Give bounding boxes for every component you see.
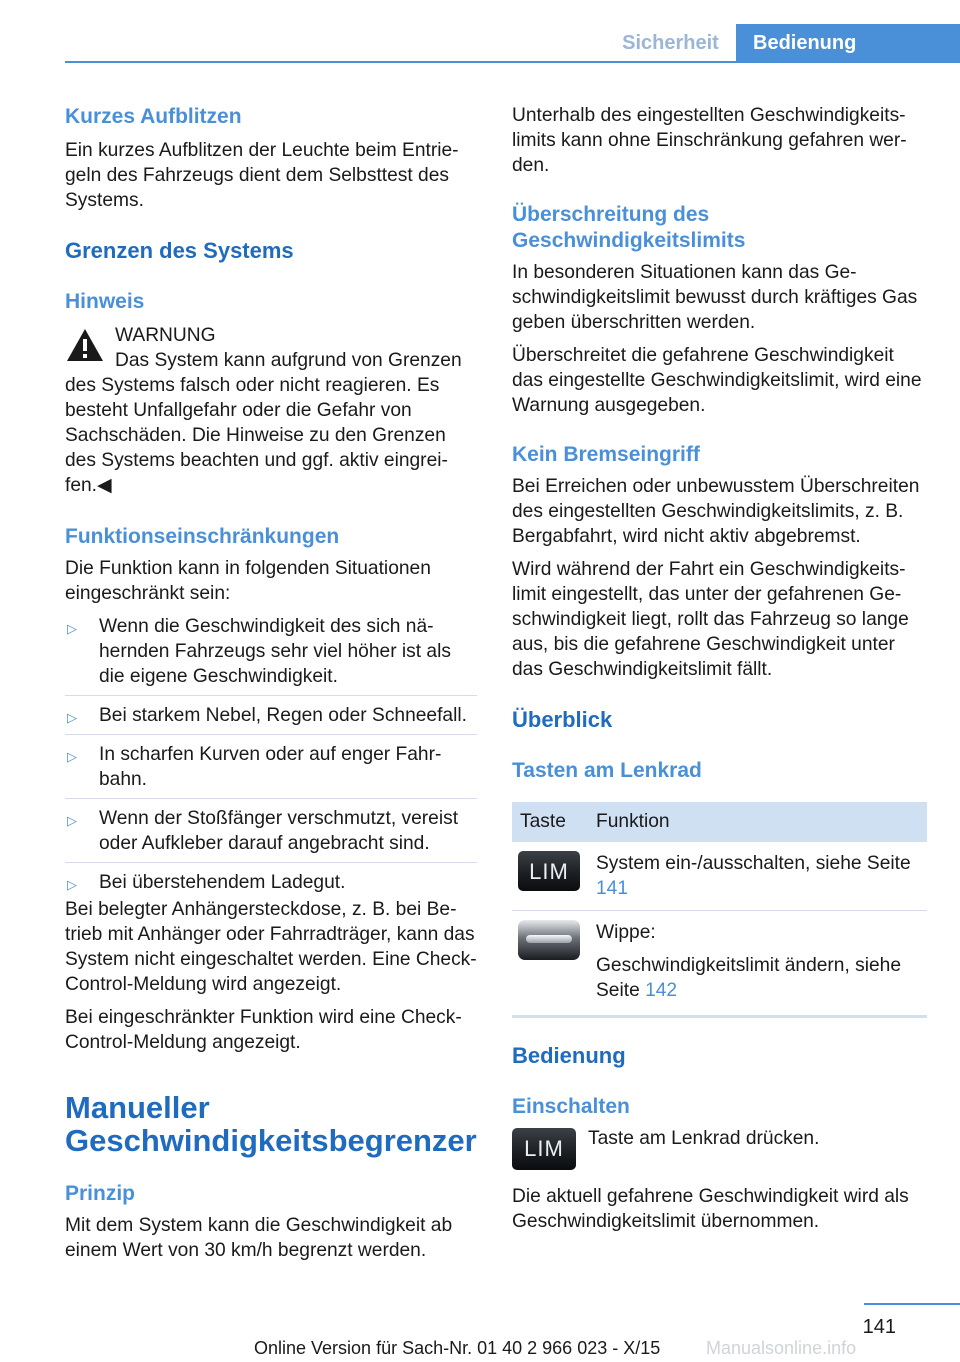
- list-item: [65, 703, 477, 735]
- heading-tasten-am-lenkrad: Tasten am Lenkrad: [512, 759, 702, 782]
- heading-kein-bremseingriff: Kein Bremseingriff: [512, 443, 700, 466]
- instruction-text: Taste am Lenkrad drücken.: [588, 1128, 820, 1149]
- heading-grenzen: Grenzen des Systems: [65, 238, 294, 263]
- left-column: [65, 100, 477, 1263]
- triangle-bullet-icon: ▷: [67, 877, 77, 892]
- table-row: [512, 911, 927, 1017]
- tab-bedienung[interactable]: Bedienung: [736, 24, 960, 62]
- row-description-wrap: [596, 953, 927, 1003]
- heading-prinzip: Prinzip: [65, 1182, 136, 1205]
- table-cell-icon: [512, 842, 588, 911]
- right-column: [512, 100, 927, 1234]
- lim-button-icon: LIM: [512, 1128, 576, 1170]
- heading-hinweis: Hinweis: [65, 290, 145, 313]
- heading-ueberschreitung: Überschreitung des Geschwindigkeitslimits: [512, 203, 746, 252]
- heading-kurzes-aufblitzen: Kurzes Aufblitzen: [65, 105, 242, 128]
- list-item: [65, 870, 477, 897]
- column-header-taste: Taste: [512, 802, 588, 842]
- einschalten-instruction: [512, 1126, 927, 1170]
- triangle-bullet-icon: ▷: [67, 813, 77, 828]
- paragraph-anhaenger: Bei belegter Anhängersteckdose, z. B. bei Betrieb mit Anhänger oder Fahrradträger, kann das System nicht eingeschaltet werden. Eine Check-Control-Meldung wird angezeigt.: [65, 899, 477, 995]
- table-cell-function: [588, 842, 927, 911]
- page-number: 141: [862, 1316, 896, 1338]
- steering-buttons-table: [512, 802, 927, 1018]
- list-item: [65, 742, 477, 799]
- header-rule: [65, 61, 960, 63]
- row-title: Wippe:: [596, 922, 656, 943]
- paragraph-ueberschreitung-2: Überschreitet die gefahrene Geschwindigkeit das eingestellte Geschwindigkeitslimit, wird eine Warnung ausgegeben.: [512, 345, 922, 416]
- paragraph-unterhalb: Unterhalb des eingestellten Geschwindigkeitslimits kann ohne Einschränkung gefahren werden.: [512, 105, 907, 176]
- list-item-text: Wenn der Stoßfänger verschmutzt, vereist oder Aufkleber darauf angebracht sind.: [99, 808, 459, 854]
- table-row: [512, 842, 927, 911]
- warning-text: Das System kann aufgrund von Grenzen des Systems falsch oder nicht reagieren. Es besteht Unfallgefahr oder die Gefahr von Sachschäden. Die Hinweise zu den Grenzen des Systems beachten und ggf. aktiv eingreifen.◀: [65, 350, 462, 496]
- heading-bedienung: Bedienung: [512, 1043, 626, 1068]
- online-version-note: Online Version für Sach-Nr. 01 40 2 966 023 - X/15: [254, 1338, 661, 1358]
- list-item-text: Bei überstehendem Ladegut.: [99, 872, 346, 893]
- paragraph-funktion: Die Funktion kann in folgenden Situationen eingeschränkt sein:: [65, 558, 431, 604]
- list-item-text: Bei starkem Nebel, Regen oder Schneefall.: [99, 705, 467, 726]
- table-cell-icon: [512, 911, 588, 1017]
- page-link-141[interactable]: 141: [596, 878, 629, 899]
- column-header-funktion: Funktion: [588, 802, 927, 842]
- paragraph-eingeschraenkt: Bei eingeschränkter Funktion wird eine Check-Control-Meldung angezeigt.: [65, 1007, 462, 1053]
- row-description: System ein-/ausschalten, siehe Seite: [596, 853, 911, 874]
- list-item: [65, 614, 477, 696]
- heading-einschalten: Einschalten: [512, 1095, 630, 1118]
- table-cell-function: [588, 911, 927, 1017]
- list-item: [65, 806, 477, 863]
- paragraph-bremse-2: Wird während der Fahrt ein Geschwindigkeitslimit eingestellt, das unter der gefahrenen Geschwindigkeit liegt, rollt das Fahrzeug so lange aus, bis die gefahrene Geschwindigkeit unter das Geschwindigkeitslimit fällt.: [512, 559, 909, 680]
- list-item-text: Wenn die Geschwindigkeit des sich nähernden Fahrzeugs sehr viel höher ist als die eigene Geschwindigkeit.: [99, 616, 451, 687]
- warning-label: WARNUNG: [115, 325, 216, 346]
- tab-sicherheit[interactable]: Sicherheit: [622, 31, 719, 54]
- triangle-bullet-icon: ▷: [67, 749, 77, 764]
- paragraph-ueberschreitung-1: In besonderen Situationen kann das Geschwindigkeitslimit bewusst durch kräftiges Gas geben überschritten werden.: [512, 262, 918, 333]
- heading-funktionseinschraenkungen: Funktionseinschränkungen: [65, 525, 340, 548]
- page-link-142[interactable]: 142: [645, 980, 678, 1001]
- footer-rule: [864, 1303, 960, 1305]
- heading-ueberblick: Überblick: [512, 707, 613, 732]
- lim-button-icon: LIM: [518, 851, 580, 891]
- paragraph-aktuell: Die aktuell gefahrene Geschwindigkeit wird als Geschwindigkeitslimit übernommen.: [512, 1186, 909, 1232]
- paragraph-aufblitzen: Ein kurzes Aufblitzen der Leuchte beim Entriegeln des Fahrzeugs dient dem Selbsttest des Systems.: [65, 140, 459, 211]
- list-item-text: In scharfen Kurven oder auf enger Fahrbahn.: [99, 744, 442, 790]
- watermark: Manualsonline.info: [706, 1338, 857, 1358]
- heading-manueller-begrenzer: Manueller Geschwindigkeitsbegrenzer: [65, 1090, 477, 1158]
- paragraph-bremse-1: Bei Erreichen oder unbewusstem Überschreiten des eingestellten Geschwindigkeitslimits, z. B. Bergabfahrt, wird nicht aktiv abgebremst.: [512, 476, 920, 547]
- triangle-bullet-icon: ▷: [67, 621, 77, 636]
- table-header-row: [512, 802, 927, 842]
- warning-block: [65, 323, 477, 348]
- rocker-switch-icon: [518, 920, 580, 960]
- row-description: Geschwindigkeitslimit ändern, siehe Seite: [596, 955, 902, 1001]
- limitations-list: [65, 614, 477, 897]
- paragraph-prinzip: Mit dem System kann die Geschwindigkeit ab einem Wert von 30 km/h begrenzt werden.: [65, 1215, 453, 1261]
- triangle-bullet-icon: ▷: [67, 710, 77, 725]
- warning-triangle-icon: [65, 327, 105, 363]
